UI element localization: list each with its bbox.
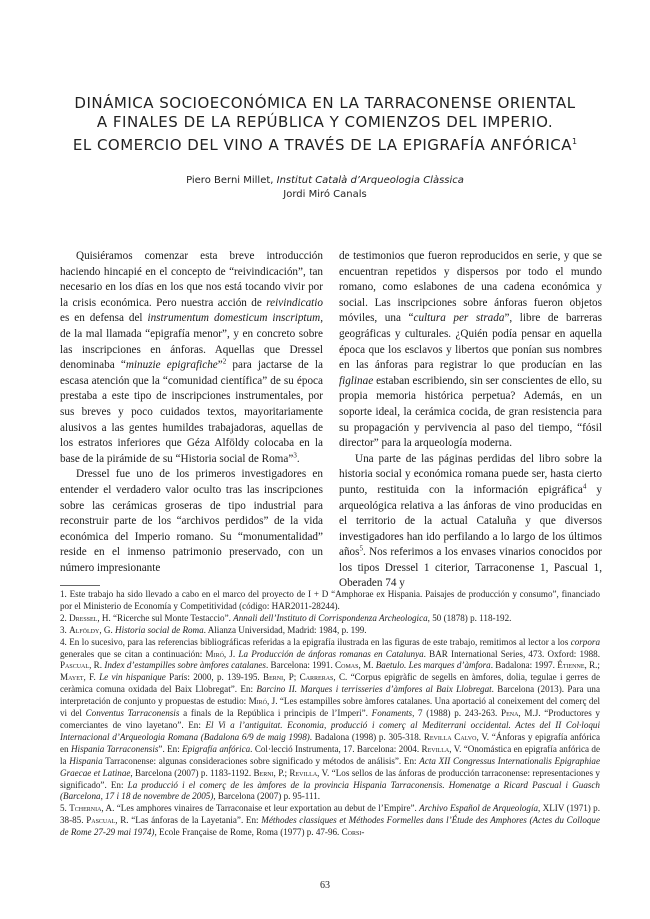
italic-run: instrumentum domesticum inscriptum <box>147 312 321 325</box>
italic-run: Annali dell’Instituto di Corrispondenza Archeologica <box>233 612 428 623</box>
italic-run: Epigrafía anfórica <box>182 743 251 754</box>
text-run: , R.; <box>584 660 600 671</box>
footnote-5 <box>60 803 600 839</box>
italic-run: Barcino II. Marques i terrisseries d’àmfores al Baix Llobregat <box>256 684 492 695</box>
text-run: ” <box>217 359 223 372</box>
italic-run: minuzie epigrafiche <box>125 359 218 372</box>
footnote-2 <box>60 613 600 625</box>
footnote-ref-2[interactable]: 2 <box>222 357 227 366</box>
italic-run: Hispania Tarraconensis <box>70 743 159 754</box>
italic-run: El Vi a l’antiguitat. Economia, producció i comerç al Mediterrani occidental. Actes del II Col·loqui Internacional d’Arqueologia Romana (Badalona 6/9 de maig 1998) <box>60 719 600 742</box>
italic-run: Hispania <box>69 755 103 766</box>
author-name: Mayet <box>60 672 84 683</box>
author-1-name: Piero Berni Millet, <box>186 175 277 186</box>
paragraph: Dressel fue uno de los primeros investigadores en entender el verdadero valor oculto tras las inscripciones sobre las cerámicas groseras de tipo industrial para reconstruir parte de los “archivos perdidos” de la vida económica del Imperio romano. Su “monumentalidad” reside en el inmenso patrimonio preservado, con un número impresionante <box>60 468 323 574</box>
italic-run: Fonaments <box>371 708 413 719</box>
italic-run: Baetulo. Les marques d’àmfora <box>375 660 491 671</box>
text-run: a finals de la República i principis de l’Imperi”. <box>179 708 372 719</box>
author-name: Tchernia <box>69 803 102 814</box>
author-name: Pascual <box>60 660 90 671</box>
text-run: de testimonios que fueron reproducidos en serie, y que se encuentran repetidos y dispersos por todo el mundo romano, como eslabones de una cadena económica y social. Las inscripciones sobre ánforas fueron objetos móviles, una “ <box>339 250 602 325</box>
italic-run: La Producción de ánforas romanas en Catalunya <box>238 648 424 659</box>
author-1-affiliation: Institut Català d’Arqueologia Clàssica <box>276 175 464 186</box>
footnote-4 <box>60 637 600 804</box>
text-run: . Alianza Universidad, Madrid: 1984, p. 199. <box>203 624 367 635</box>
paragraph <box>60 249 323 467</box>
footnote-ref-4[interactable]: 4 <box>582 482 587 491</box>
text-run: , M.J. “Productores y comerciantes de vino layetano”. En: <box>60 708 600 730</box>
italic-run: La producció i el comerç de les àmfores de la provincia Hispania Tarraconensis. Homenatge a Ricard Pascual i Guasch (Barcelona, 17 i 18 de novembre de 2005) <box>60 779 600 802</box>
text-run: para jactarse de la escasa atención que la “comunidad científica” de su época prestaba a este tipo de inscripciones instrumentales, por sus breves y poco cuidados textos, mayoritariamente alusivos a las gentes humildes trabajadoras, aquellas de los estratos inferiores que Géza Alföldy colocaba en la base de la pirámide de su “Historia social de Roma” <box>60 359 323 465</box>
text-run: . Barcelona: 1991. <box>265 660 336 671</box>
text-run: , V. “Onomástica en epigrafía anfórica de la <box>60 743 600 766</box>
text-run: , F. <box>83 672 100 683</box>
text-run: . Badalona: 1997. <box>490 660 558 671</box>
italic-run: Le vin hispanique <box>99 672 166 683</box>
text-run: . Barcelona (2013). Para una interpretación de conjunto y propuestas de estudio: <box>60 684 600 707</box>
author-name: Carreras <box>299 672 334 683</box>
text-run: , G. <box>99 624 115 635</box>
italic-run: figlinae <box>339 374 374 387</box>
italic-run: Index d’estampilles sobre àmfores catalanes <box>104 660 266 671</box>
author-name: Revilla Calvo <box>423 731 477 742</box>
text-run: Una parte de las páginas perdidas del libro sobre la historia social y económica romana puede ser, hasta cierto punto, restituida con la información epigráfica <box>339 452 602 496</box>
italic-run: Acta XII Congressus Internationalis Epigraphiae Graecae et Latinae <box>60 755 601 778</box>
article-title <box>40 94 610 155</box>
text-run: generales que se citan a continuación: <box>60 648 206 659</box>
text-run: , XLIV (1971) p. 38-85. <box>60 803 601 826</box>
text-run: , H. “Ricerche sul Monte Testaccio”. <box>97 612 234 623</box>
text-run: 2. <box>60 612 70 623</box>
italic-run: Archivo Español de Arqueología <box>419 803 539 814</box>
italic-run: Méthodes classiques et Méthodes Formelles dans l’Étude des Amphores (Actes du Colloque de Rome 27-29 mai 1974) <box>60 815 600 838</box>
body-column-left <box>60 249 323 576</box>
author-name: Alföldy <box>69 624 100 635</box>
italic-run: Conventus Tarraconensis <box>85 708 180 719</box>
text-run: . BAR International Series, 473. Oxford: 1988. <box>423 648 600 659</box>
italic-run: cultura per strada <box>413 312 505 325</box>
text-run: ”, libre de barreras geográficas y culturales. ¿Quién podía pensar en aquella época que los esclavos y libertos que ponían sus nombres en las ánforas para registrar lo que producían en las <box>339 312 603 372</box>
text-run: Quisiéramos comenzar esta breve introducción haciendo hincapié en el concepto de “reivindicación”, tan necesario en los días en los que nos está tocando vivir por la crisis económica. Pero nuestra acción de <box>60 250 323 309</box>
paragraph <box>339 452 602 592</box>
text-run: . Nos referimos a los envases vinarios conocidos por los tipos Dressel 1 citerior, Tarraconense 1, Pascual 1, Oberaden 74 y <box>339 546 602 590</box>
author-name: Pena <box>501 708 519 719</box>
author-2: Jordi Miró Canals <box>283 189 367 200</box>
text-run: , A. “Les amphores vinaires de Tarraconaise et leur exportation au debut de l’Empire”. <box>101 803 420 814</box>
text-run: , de la mal llamada “epigrafía menor”, y en concreto sobre las inscripciones en ánforas. Aquellas que Dressel denominaba “ <box>60 312 323 372</box>
page-number: 63 <box>320 880 330 891</box>
text-run: , J. <box>223 648 239 659</box>
text-run: , P.; <box>273 767 290 778</box>
text-run: , P; <box>283 672 300 683</box>
text-run: . <box>296 452 300 465</box>
footnote-1: 1. Este trabajo ha sido llevado a cabo en el marco del proyecto de I + D “Amphorae ex Hispania. Paisajes de producción y consumo”, financiado por el Ministerio de Economía y Competitividad (código: HAR2011-28244). <box>60 589 600 611</box>
italic-run: reivindicatio <box>266 296 323 309</box>
text-run: , V. “Ánforas y epigrafía anfórica en <box>60 731 600 754</box>
title-line-1: DINÁMICA SOCIOECONÓMICA EN LA TARRACONENSE ORIENTAL <box>74 94 576 112</box>
author-1 <box>40 174 610 188</box>
footnote-ref-3[interactable]: 3 <box>293 450 297 459</box>
footnotes <box>60 589 600 839</box>
text-run: . Col·lecció Instrumenta, 17. Barcelona: 2004. <box>250 743 422 754</box>
title-line-2: A FINALES DE LA REPÚBLICA Y COMIENZOS DEL IMPERIO. <box>96 113 554 131</box>
paragraph <box>339 249 602 452</box>
text-run: y arqueológica relativa a las ánforas de vino producidas en el territorio de la actual Cataluña y que diversos investigadores han ido perfilando a lo largo de los últimos años <box>339 483 602 559</box>
text-run: 5. <box>60 803 70 814</box>
author-name: Miró <box>205 648 224 659</box>
footnote-divider <box>60 585 100 586</box>
text-run: , J. “Les estampilles sobre àmfores catalanes. Una aportació al coneixement del comerç del vi del <box>60 696 601 719</box>
authors-block <box>40 174 610 202</box>
text-run: ”. En: <box>158 743 183 754</box>
author-name: Corsi- <box>341 827 365 838</box>
author-name: Berni <box>263 672 284 683</box>
text-run: , Barcelona (2007) p. 1183-1192. <box>130 767 254 778</box>
footnote-3 <box>60 625 600 637</box>
body-column-right <box>339 249 602 592</box>
text-run: , 7 (1988) p. 243-263. <box>412 708 502 719</box>
author-name: Revilla <box>289 767 318 778</box>
author-name: Miró <box>248 696 267 707</box>
author-name: Pascual <box>86 815 116 826</box>
text-run: es en defensa del <box>60 312 148 325</box>
title-footnote-ref[interactable]: 1 <box>572 137 578 146</box>
text-run: , C. “Corpus epigràfic de segells en àmfores, dolia, tegulae i gerres de ceràmica comuna oxidada del Baix Llobregat”. En: <box>60 672 601 695</box>
text-run: estaban escribiendo, sin ser conscientes de ello, su propia memoria histórica perpetua? Además, en un soporte ideal, la cerámica cocida, de gran resistencia para su propagación y pervivencia al paso del tiempo, “fósil director” para la arqueología moderna. <box>339 374 602 450</box>
text-run: , Barcelona (2007) p. 95-111. <box>213 791 321 802</box>
author-name: Étienne <box>557 660 585 671</box>
author-name: Revilla <box>421 743 450 754</box>
text-run: , R. <box>89 660 105 671</box>
italic-run: Historia social de Roma <box>115 624 204 635</box>
text-run: , V. “Los sellos de las ánforas de producción tarraconense: representaciones y significado”. En: <box>60 767 600 790</box>
text-run: . Badalona (1998) p. 305-318. <box>309 731 424 742</box>
text-run: 3. <box>60 624 70 635</box>
author-name: Comas <box>335 660 359 671</box>
text-run: , Ecole Française de Rome, Roma (1977) p. 47-96. <box>154 827 342 838</box>
text-run: 4. En lo sucesivo, para las referencias bibliográficas referidas a la epigrafía ilustrada en las figuras de este trabajo, remitimos al lector a los <box>60 636 571 647</box>
text-run: , 50 (1878) p. 118-192. <box>427 612 512 623</box>
title-line-3 <box>40 132 610 155</box>
footnote-ref-5[interactable]: 5 <box>359 544 364 553</box>
author-name: Dressel <box>69 612 98 623</box>
author-name: Berni <box>253 767 274 778</box>
text-run: París: 2000, p. 139-195. <box>165 672 264 683</box>
text-run: , R. “Las ánforas de la Layetania”. En: <box>115 815 262 826</box>
text-run: Tarraconense: algunas consideraciones sobre significado y métodos de análisis”. En: <box>102 755 420 766</box>
text-run: , M. <box>358 660 376 671</box>
italic-run: corpora <box>570 636 600 647</box>
title-line-3-text: EL COMERCIO DEL VINO A TRAVÉS DE LA EPIGRAFÍA ANFÓRICA <box>72 136 573 154</box>
